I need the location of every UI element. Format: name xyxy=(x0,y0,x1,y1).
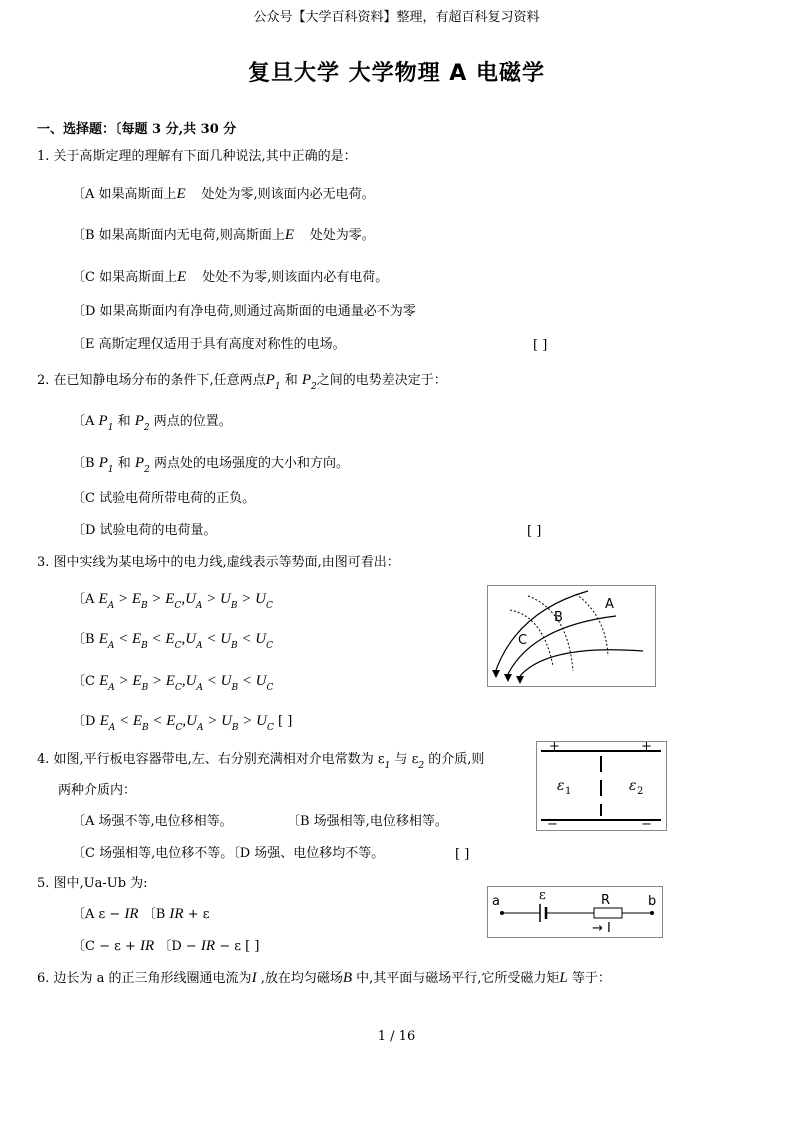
epsilon-1-subscript: 1 xyxy=(565,786,572,797)
question-4-option-b: 〔B 场强相等,电位移相等。 xyxy=(287,814,448,829)
question-5-option-ab: 〔A ε − IR 〔B IR + ε xyxy=(72,906,210,922)
question-3-option-c: 〔C $E_A > E_B > E_C,U_A < U_B < U_C$ xyxy=(72,673,274,693)
epsilon-2-subscript: 2 xyxy=(637,786,644,797)
question-4-stem-line2: 两种介质内： xyxy=(58,783,137,798)
page-title: 复旦大学 大学物理 A 电磁学 xyxy=(247,61,545,86)
question-3-option-b: 〔B $E_A < E_B < E_C,U_A < U_B < U_C$ xyxy=(72,631,274,651)
point-label-b: B xyxy=(554,610,563,625)
section-heading: 一、选择题：〔每题 3 分,共 30 分 xyxy=(37,122,237,137)
plus-sign: + xyxy=(549,742,560,754)
question-3-stem: 3. 图中实线为某电场中的电力线,虚线表示等势面,由图可看出： xyxy=(37,555,400,570)
arrow-head-icon xyxy=(516,676,524,684)
question-6-stem: 6. 边长为 a 的正三角形线圈通电流为I ,放在均匀磁场B 中,其平面与磁场平行,它所受磁力矩L 等于： xyxy=(37,970,611,986)
minus-sign: − xyxy=(641,817,652,830)
question-4-stem-line1: 4. 如图,平行板电容器带电,左、右分别充满相对介电常数为 $\varepsilon_1$ 与 $\varepsilon_2$ 的介质,则 xyxy=(37,752,485,771)
question-1-option-d: 〔D 如果高斯面内有净电荷,则通过高斯面的电通量必不为零 xyxy=(72,304,416,319)
answer-bracket: [ ] xyxy=(455,847,470,862)
answer-bracket: [ ] xyxy=(527,524,542,539)
epsilon-2-label: ε xyxy=(629,778,637,794)
question-2-option-a: 〔A $P_1$ 和 $P_2$ 两点的位置。 xyxy=(72,413,232,433)
capacitor-diagram xyxy=(537,742,666,830)
question-4-option-a: 〔A 场强不等,电位移相等。 xyxy=(72,814,233,829)
question-2-stem: 2. 在已知静电场分布的条件下,任意两点$P_1$ 和 $P_2$之间的电势差决定于： xyxy=(37,372,447,392)
question-2-option-b: 〔B $P_1$ 和 $P_2$ 两点处的电场强度的大小和方向。 xyxy=(72,455,349,475)
plus-sign: + xyxy=(641,742,652,754)
question-5-stem: 5. 图中,Ua-Ub 为: xyxy=(37,876,148,891)
answer-bracket: [ ] xyxy=(278,714,293,729)
point-label-a: A xyxy=(605,597,614,612)
current-arrow-label: → I xyxy=(592,921,611,936)
emf-label: ε xyxy=(539,888,546,903)
arrow-head-icon xyxy=(504,674,512,682)
circuit-figure xyxy=(487,886,663,938)
question-1-stem: 1. 关于高斯定理的理解有下面几种说法,其中正确的是： xyxy=(37,149,357,164)
answer-bracket: [ ] xyxy=(245,939,260,954)
answer-bracket: [ ] xyxy=(533,338,548,353)
question-2-option-d: 〔D 试验电荷的电荷量。 xyxy=(72,523,217,538)
question-1-option-b: 〔B 如果高斯面内无电荷,则高斯面上E⃗ 处处为零。 xyxy=(72,227,375,243)
epsilon-1-label: ε xyxy=(557,778,565,794)
question-4-option-cd: 〔C 场强相等,电位移不等。〔D 场强、电位移均不等。 xyxy=(72,846,385,861)
question-3-option-d: 〔D $E_A < E_B < E_C,U_A > U_B > U_C$ [ ] xyxy=(72,713,293,733)
equipotential-line xyxy=(576,594,608,656)
question-1-option-a: 〔A 如果高斯面上E⃗ 处处为零,则该面内必无电荷。 xyxy=(72,186,375,202)
question-5-option-cd: 〔C − ε + IR 〔D − IR − ε [ ] xyxy=(72,938,260,954)
point-label-c: C xyxy=(518,633,528,648)
capacitor-figure xyxy=(536,741,667,831)
terminal-a-label: a xyxy=(492,894,500,909)
page-header: 公众号【大学百科资料】整理，有超百科复习资料 xyxy=(253,10,540,25)
field-lines-diagram xyxy=(488,586,655,686)
equipotential-line xyxy=(510,610,553,666)
terminal-b-label: b xyxy=(648,894,657,909)
field-line xyxy=(496,591,588,670)
question-3-option-a: 〔A $E_A > E_B > E_C,U_A > U_B > U_C$ xyxy=(72,591,273,611)
arrow-head-icon xyxy=(492,670,500,678)
question-1-option-e: 〔E 高斯定理仅适用于具有高度对称性的电场。 xyxy=(72,337,346,352)
field-lines-figure xyxy=(487,585,656,687)
question-1-option-c: 〔C 如果高斯面上E⃗ 处处不为零,则该面内必有电荷。 xyxy=(72,269,389,285)
field-line xyxy=(520,650,643,676)
page-number: 1 / 16 xyxy=(377,1029,416,1044)
question-2-option-c: 〔C 试验电荷所带电荷的正负。 xyxy=(72,491,256,506)
resistor-label: R xyxy=(601,893,611,908)
resistor xyxy=(594,908,622,918)
minus-sign: − xyxy=(547,817,558,830)
circuit-diagram xyxy=(488,887,662,937)
